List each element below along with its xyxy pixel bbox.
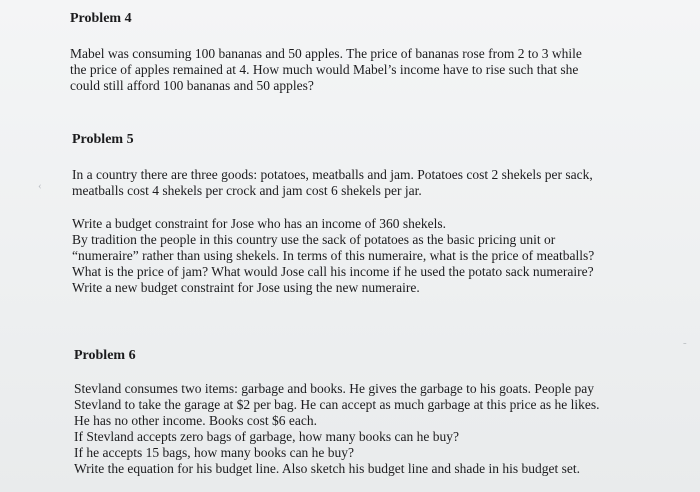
- stray-mark-right: -: [683, 337, 687, 349]
- problem-4-line: the price of apples remained at 4. How much would Mabel’s income have to rise such that she: [70, 62, 579, 77]
- problem-4-text: [70, 46, 582, 94]
- problem-4: [70, 11, 582, 94]
- problem-5-text-1: [72, 167, 594, 199]
- problem-6-line: If he accepts 15 bags, how many books can he buy?: [74, 445, 355, 460]
- problem-5-line: Write a budget constraint for Jose who has an income of 360 shekels.: [72, 216, 446, 231]
- problem-6-text: [74, 381, 600, 477]
- stray-mark-left: ‹: [38, 180, 42, 192]
- problem-4-line: could still afford 100 bananas and 50 apples?: [70, 78, 314, 93]
- problem-5-text-2: [72, 216, 594, 296]
- problem-6: [74, 348, 600, 477]
- problem-5-line: Write a new budget constraint for Jose using the new numeraire.: [72, 280, 420, 295]
- problem-4-heading: Problem 4: [70, 11, 132, 26]
- problem-6-line: Stevland to take the garage at $2 per bag. He can accept as much garbage at this price as he likes.: [74, 397, 600, 412]
- problem-6-line: Stevland consumes two items: garbage and books. He gives the garbage to his goats. People pay: [74, 381, 595, 396]
- problem-5-heading: Problem 5: [72, 132, 134, 147]
- problem-4-line: Mabel was consuming 100 bananas and 50 apples. The price of bananas rose from 2 to 3 while: [70, 46, 582, 61]
- problem-6-line: He has no other income. Books cost $6 each.: [74, 413, 317, 428]
- problem-5-line: “numeraire” rather than using shekels. In terms of this numeraire, what is the price of meatballs?: [72, 248, 595, 263]
- problem-6-line: Write the equation for his budget line. Also sketch his budget line and shade in his budget set.: [74, 461, 580, 476]
- problem-6-heading: Problem 6: [74, 348, 136, 363]
- problem-5: [72, 132, 594, 296]
- problem-5-line: meatballs cost 4 shekels per crock and jam cost 6 shekels per jar.: [72, 183, 422, 198]
- problem-5-line: By tradition the people in this country use the sack of potatoes as the basic pricing unit or: [72, 232, 556, 247]
- problem-5-line: What is the price of jam? What would Jose call his income if he used the potato sack numeraire?: [72, 264, 594, 279]
- problem-5-line: In a country there are three goods: potatoes, meatballs and jam. Potatoes cost 2 shekels per sack,: [72, 167, 593, 182]
- problem-6-line: If Stevland accepts zero bags of garbage, how many books can he buy?: [74, 429, 459, 444]
